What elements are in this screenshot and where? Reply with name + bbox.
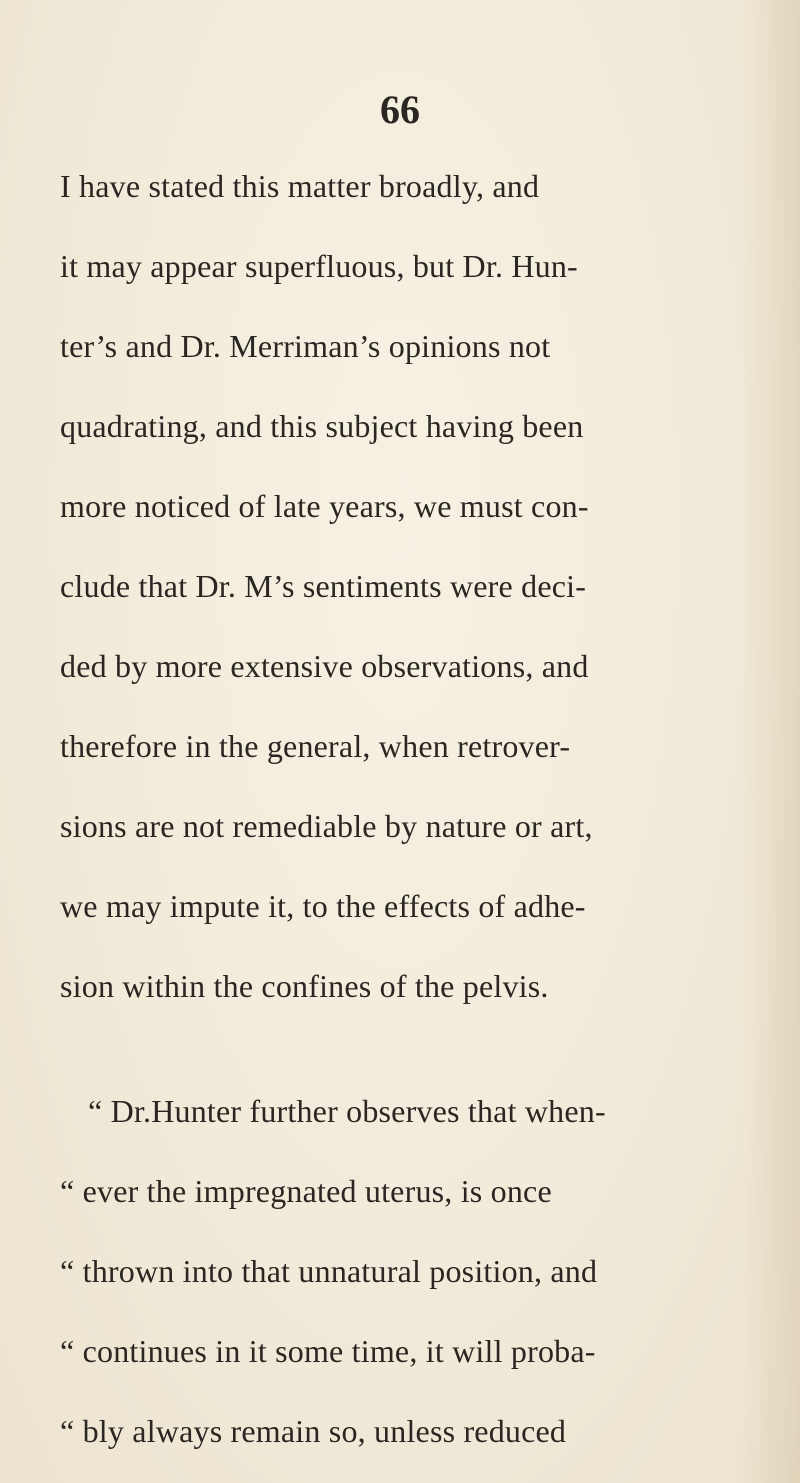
- text-line: more noticed of late years, we must con-: [60, 488, 589, 524]
- text-line: therefore in the general, when retrover-: [60, 728, 571, 764]
- quote-line: “ ever the impregnated uterus, is once: [60, 1173, 552, 1209]
- quote-line: “ continues in it some time, it will proba-: [60, 1333, 596, 1369]
- text-line: ded by more extensive observations, and: [60, 648, 589, 684]
- quote-line: “ thrown into that unnatural position, and: [60, 1253, 598, 1289]
- text-line: I have stated this matter broadly, and: [60, 168, 540, 204]
- text-line: quadrating, and this subject having been: [60, 408, 584, 444]
- text-line: ter’s and Dr. Merriman’s opinions not: [60, 328, 551, 364]
- quote-line: “ bly always remain so, unless reduced: [60, 1413, 567, 1449]
- text-line: we may impute it, to the effects of adhe-: [60, 888, 586, 924]
- quote-line: “ Dr.Hunter further observes that when-: [88, 1093, 606, 1129]
- page-number: 66: [380, 87, 420, 132]
- text-line: sion within the confines of the pelvis.: [60, 968, 549, 1004]
- text-line: it may appear superfluous, but Dr. Hun-: [60, 248, 578, 284]
- text-line: sions are not remediable by nature or art,: [60, 808, 593, 844]
- text-line: clude that Dr. M’s sentiments were deci-: [60, 568, 587, 604]
